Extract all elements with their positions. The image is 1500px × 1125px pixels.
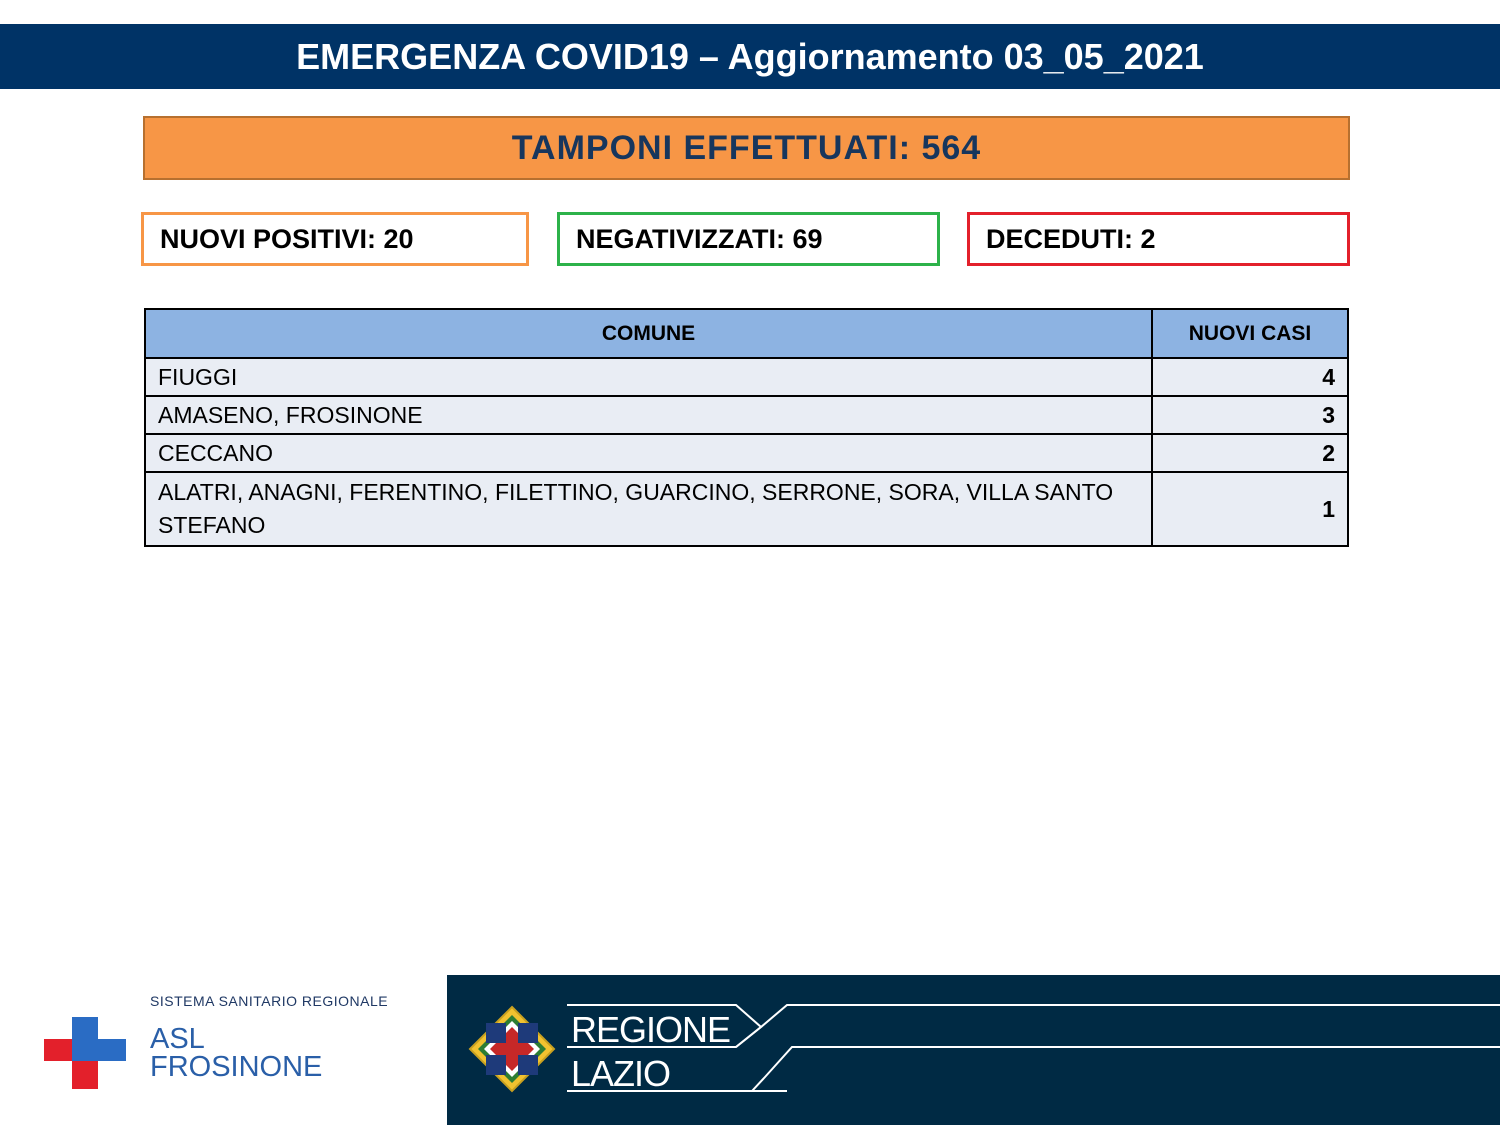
header-nuovi-casi: NUOVI CASI bbox=[1152, 309, 1348, 358]
table-row bbox=[145, 396, 1348, 434]
header-comune: COMUNE bbox=[145, 309, 1152, 358]
regione-lazio-logo bbox=[447, 975, 1500, 1125]
negativizzati-box: NEGATIVIZZATI: 69 bbox=[557, 212, 940, 266]
deceduti-box: DECEDUTI: 2 bbox=[967, 212, 1350, 266]
asl-line2: FROSINONE bbox=[150, 1051, 323, 1083]
asl-name bbox=[150, 1025, 322, 1081]
comune-cell: CECCANO bbox=[145, 434, 1152, 472]
regione-lazio-text bbox=[571, 1008, 730, 1096]
regione-line1: REGIONE bbox=[571, 1009, 731, 1050]
regione-line2: LAZIO bbox=[571, 1053, 671, 1094]
casi-cell: 1 bbox=[1152, 472, 1348, 546]
casi-cell: 3 bbox=[1152, 396, 1348, 434]
asl-line1: ASL bbox=[150, 1023, 205, 1055]
table-row bbox=[145, 472, 1348, 546]
table-header-row bbox=[145, 309, 1348, 358]
comune-cell: AMASENO, FROSINONE bbox=[145, 396, 1152, 434]
page-title: EMERGENZA COVID19 – Aggiornamento 03_05_2021 bbox=[0, 24, 1500, 89]
asl-kicker: SISTEMA SANITARIO REGIONALE bbox=[150, 993, 389, 1009]
lazio-emblem-icon bbox=[468, 1005, 556, 1093]
casi-cell: 4 bbox=[1152, 358, 1348, 396]
table-row bbox=[145, 434, 1348, 472]
comune-cell: FIUGGI bbox=[145, 358, 1152, 396]
asl-logo bbox=[0, 975, 447, 1125]
tamponi-banner: TAMPONI EFFETTUATI: 564 bbox=[143, 116, 1350, 180]
nuovi-positivi-box: NUOVI POSITIVI: 20 bbox=[141, 212, 529, 266]
casi-cell: 2 bbox=[1152, 434, 1348, 472]
table-row bbox=[145, 358, 1348, 396]
comuni-table bbox=[144, 308, 1349, 547]
comune-cell: ALATRI, ANAGNI, FERENTINO, FILETTINO, GUARCINO, SERRONE, SORA, VILLA SANTO STEFANO bbox=[145, 472, 1152, 546]
asl-cross-icon bbox=[44, 1017, 126, 1089]
